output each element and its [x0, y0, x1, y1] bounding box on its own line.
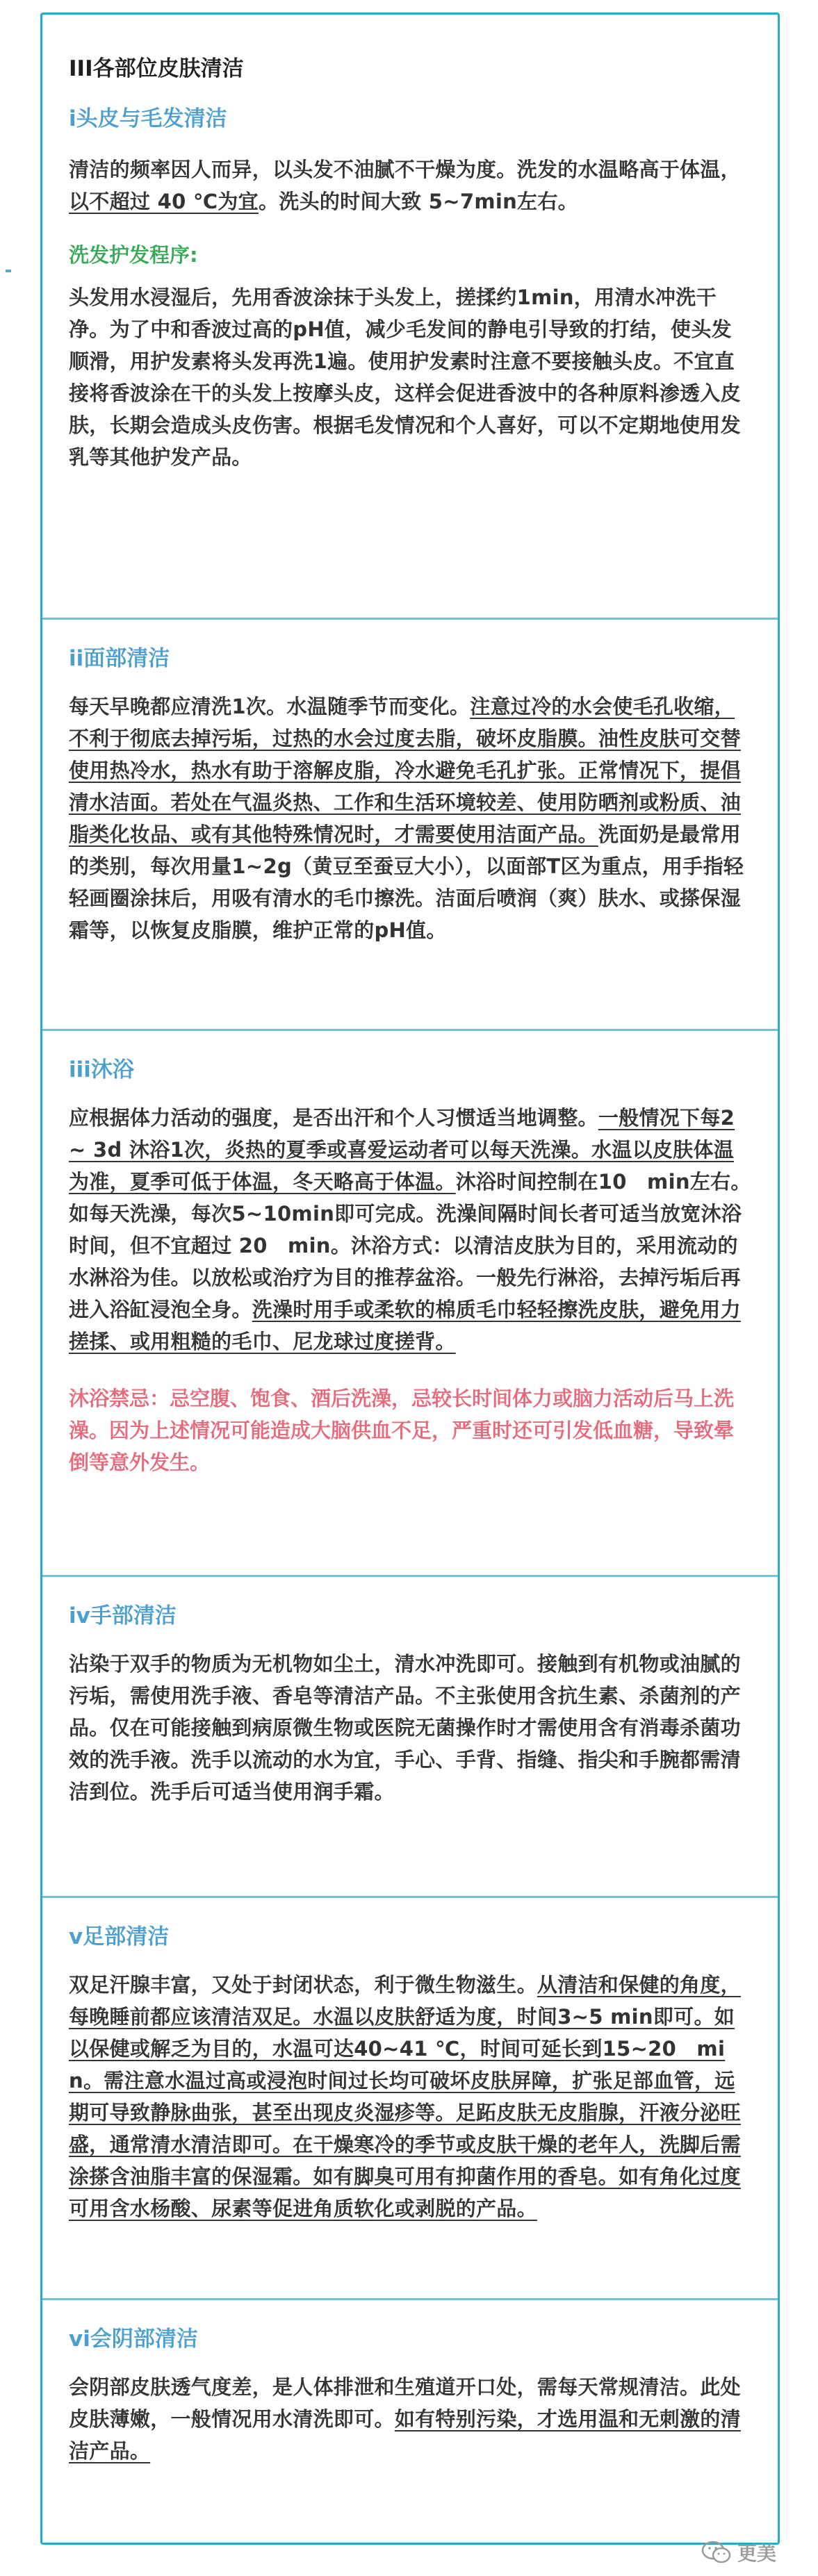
feet-text-1: 双足汗腺丰富，又处于封闭状态，利于微生物滋生。 [69, 1973, 537, 1997]
bath-text-underlined-1: 一般情况下每2~ 3d 沐浴1次，炎热的夏季或喜爱运动者可以每天洗澡。水温以皮肤体温为准，夏季可低于体温，冬天略高于体温。 [69, 1106, 735, 1194]
section-feet [42, 1896, 778, 2224]
section-perineum [42, 2298, 778, 2467]
procedure-paragraph: 头发用水浸湿后，先用香波涂抹于头发上，搓揉约1min，用清水冲洗干净。为了中和香波过高的pH值，减少毛发间的静电引导致的打结，使头发顺滑，用护发素将头发再洗1遍。使用护发素时注意不要接触头皮。不宜直接将香波涂在干的头发上按摩头皮，这样会促进香波中的各种原料渗透入皮肤，长期会造成头皮伤害。根据毛发情况和个人喜好，可以不定期地使用发乳等其他护发产品。 [69, 286, 741, 469]
section-title-hands: iv手部清洁 [69, 1603, 177, 1628]
section-title-bath: iii沐浴 [69, 1057, 134, 1082]
section-title-face: ii面部清洁 [69, 646, 170, 671]
feet-paragraph [69, 1969, 751, 2224]
perineum-text-underlined: 如有特别污染，才选用温和无刺激的清洁产品。 [69, 2407, 741, 2463]
scalp-text-1: 清洁的频率因人而异，以头发不油腻不干燥为度。洗发的水温略高于体温， [69, 158, 741, 181]
scalp-paragraph [69, 154, 751, 217]
page-title: III各部位皮肤清洁 [69, 56, 244, 81]
perineum-paragraph [69, 2371, 751, 2467]
feet-text-underlined-2: 需注意水温过高或浸泡时间过长均可破坏皮肤屏障，扩张足部血管，远期可导致静脉曲张，甚至出现皮炎湿疹等。足跖皮肤无皮脂腺，汗液分泌旺盛，通常清水清洁即可。在干燥寒冷的季节或皮肤干燥的老年人，洗脚后需涂搽含油脂丰富的保湿霜。如有脚臭可用有抑菌作用的香皂。如有角化过度可用含水杨酸、尿素等促进角质软化或剥脱的产品。 [69, 2069, 741, 2220]
face-text-underlined: 注意过冷的水会使毛孔收缩，不利于彻底去掉污垢，过热的水会过度去脂，破坏皮脂膜。油性皮肤可交替使用热冷水，热水有助于溶解皮脂，冷水避免毛孔扩张。正常情况下，提倡清水洁面。若处在气温炎热、工作和生活环境较差、使用防晒剂或粉质、油脂类化妆品、或有其他特殊情况时，才需要使用洁面产品。 [69, 695, 741, 846]
section-bath [42, 1029, 778, 1478]
section-title-perineum: vi会阴部清洁 [69, 2327, 198, 2352]
hands-paragraph: 沾染于双手的物质为无机物如尘土，清水冲洗即可。接触到有机物或油腻的污垢，需使用洗手液、香皂等清洁产品。不主张使用含抗生素、杀菌剂的产品。仅在可能接触到病原微生物或医院无菌操作时才需使用含有消毒杀菌功效的洗手液。洗手以流动的水为宜，手心、手背、指缝、指尖和手腕都需清洁到位。洗手后可适当使用润手霜。 [69, 1652, 741, 1803]
scalp-text-underlined: 以不超过 40 ℃为宜 [69, 190, 259, 213]
scalp-text-2: 。洗头的时间大致 5~7min左右。 [258, 190, 578, 213]
bath-text-1: 应根据体力活动的强度，是否出汗和个人习惯适当地调整。 [69, 1106, 598, 1130]
wechat-icon [701, 2541, 732, 2564]
bath-paragraph [69, 1102, 751, 1357]
watermark [701, 2538, 776, 2566]
section-face [42, 618, 778, 946]
face-paragraph [69, 691, 751, 946]
face-text-2: 洗面奶是最常用的类别，每次用量1~2g（黄豆至蚕豆大小），以面部T区为重点，用手指轻轻画圈涂抹后，用吸有清水的毛巾擦洗。洁面后喷润（爽）肤水、或搽保湿霜等，以恢复皮脂膜，维护正常的pH值。 [69, 823, 744, 942]
bath-warning: 沐浴禁忌：忌空腹、饱食、酒后洗澡，忌较长时间体力或脑力活动后马上洗澡。因为上述情况可能造成大脑供血不足，严重时还可引发低血糖，导致晕倒等意外发生。 [69, 1387, 735, 1474]
face-text-1: 每天早晚都应清洗1次。水温随季节而变化。 [69, 695, 471, 718]
section-hands [42, 1575, 778, 1808]
feet-text-underlined-1: 从清洁和保健的角度，每晚睡前都应该清洁双足。水温以皮肤舒适为度，时间3~5 min即可。如以保健或解乏为目的，水温可达40~41 ℃，时间可延长到15~20 min。 [69, 1973, 741, 2092]
article-frame [40, 13, 780, 2545]
perineum-text-1: 会阴部皮肤透气度差，是人体排泄和生殖道开口处，需每天常规清洁。此处皮肤薄嫩，一般情况用水清洗即可。 [69, 2375, 741, 2431]
section-title-feet: v足部清洁 [69, 1924, 170, 1949]
bath-text-2: 沐浴时间控制在10 min左右。如每天洗澡，每次5~10min即可完成。洗澡间隔时间长者可适当放宽沐浴时间，但不宜超过 20 min。沐浴方式：以清洁皮肤为目的，采用流动的水淋浴为佳。以放松或治疗为目的推荐盆浴。一般先行淋浴，去掉污垢后再进入浴缸浸泡全身。 [69, 1170, 751, 1321]
watermark-text: 更美 [737, 2542, 776, 2565]
procedure-title: 洗发护发程序: [69, 243, 198, 267]
bath-text-underlined-2: 洗澡时用手或柔软的棉质毛巾轻轻擦洗皮肤，避免用力搓揉、或用粗糙的毛巾、尼龙球过度搓背。 [69, 1298, 741, 1353]
section-scalp-hair [42, 55, 778, 473]
side-marker [6, 270, 11, 272]
section-title-scalp: i头皮与毛发清洁 [69, 106, 227, 131]
